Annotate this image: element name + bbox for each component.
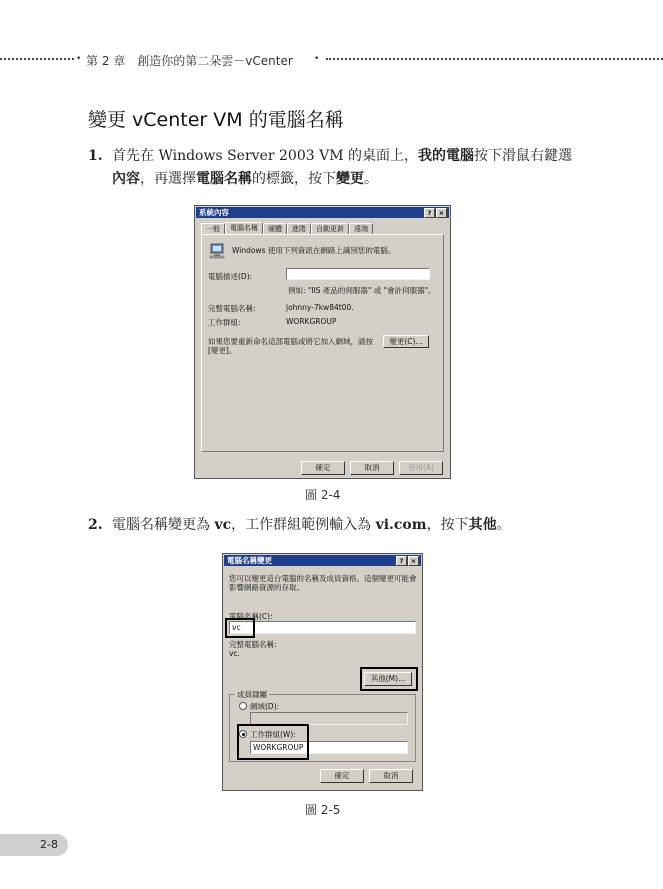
tab-computer-name[interactable]: 電腦名稱 [225, 222, 263, 235]
close-button[interactable]: × [436, 208, 447, 218]
full-name-label: 完整電腦名稱: [208, 304, 256, 313]
example-text: 例如: "IIS 產品的伺服器" 或 "會計伺服器"。 [288, 286, 436, 295]
help-button[interactable]: ? [396, 556, 407, 566]
tab-general[interactable]: 一般 [201, 223, 225, 235]
dialog-title: 電腦名稱變更 [227, 556, 272, 565]
member-group-label: 成員隸屬 [237, 690, 267, 699]
computer-name-label: 電腦名稱(C): [229, 612, 273, 621]
section-title: 變更 vCenter VM 的電腦名稱 [88, 109, 344, 131]
info-text: Windows 使用下列資訊在網路上識別您的電腦。 [232, 246, 396, 255]
header-bullet-right: • [314, 54, 320, 64]
page-number: 2-8 [40, 838, 58, 851]
step-text-line-2: 內容，再選擇電腦名稱的標籤，按下變更。 [112, 171, 378, 187]
step-number: 2. [88, 517, 103, 533]
computer-icon [209, 243, 227, 259]
step-number: 1. [88, 148, 103, 164]
header-dots-left [0, 58, 74, 60]
header-bullet-left: • [76, 54, 82, 64]
computer-name-value: vc [232, 623, 241, 632]
help-button[interactable]: ? [424, 208, 435, 218]
figure-caption-2-5: 圖 2-5 [305, 803, 341, 817]
dialog-title: 系統內容 [199, 208, 229, 217]
step-text: 電腦名稱變更為 vc，工作群組範例輸入為 vi.com，按下其他。 [112, 517, 511, 533]
change-button[interactable]: 變更(C)... [383, 335, 429, 348]
tab-remote[interactable]: 遠端 [349, 223, 373, 235]
tab-auto-update[interactable]: 自動更新 [311, 223, 349, 235]
domain-label: 網域(D): [250, 702, 280, 711]
dialog-titlebar [224, 555, 421, 566]
header-dots-right [326, 58, 663, 60]
rename-text-line-2: [變更]。 [208, 346, 237, 355]
description-input[interactable] [286, 268, 430, 280]
system-properties-dialog [194, 205, 451, 479]
full-name-value: vc. [229, 649, 240, 658]
full-name-value: johnny-7kw84t00. [286, 303, 354, 312]
more-button[interactable]: 其他(M)... [364, 672, 412, 686]
computer-name-input[interactable] [229, 621, 416, 634]
domain-radio[interactable] [239, 702, 247, 710]
dialog-titlebar [196, 207, 449, 218]
cancel-button[interactable]: 取消 [369, 769, 413, 783]
ok-button[interactable]: 確定 [301, 461, 345, 475]
chapter-title: 第 2 章 創造你的第二朵雲－vCenter [86, 54, 293, 68]
intro-text-line-2: 影響網路資源的存取。 [229, 583, 304, 592]
figure-caption-2-4: 圖 2-4 [305, 488, 341, 502]
workgroup-value: WORKGROUP [286, 317, 337, 326]
tab-strip [201, 222, 373, 234]
workgroup-label: 工作群組: [208, 318, 241, 327]
full-name-label: 完整電腦名稱: [229, 640, 277, 649]
apply-button[interactable]: 套用(A) [399, 461, 443, 475]
tab-advanced[interactable]: 進階 [287, 223, 311, 235]
rename-text-line-1: 如果您要重新命名這部電腦或將它加入網域，請按 [208, 337, 373, 346]
description-label: 電腦描述(D): [208, 272, 253, 281]
intro-text-line-1: 您可以變更這台電腦的名稱及成員資格。這個變更可能會 [229, 574, 417, 583]
cancel-button[interactable]: 取消 [350, 461, 394, 475]
computer-name-changes-dialog [222, 553, 423, 791]
workgroup-label: 工作群組(W): [250, 730, 296, 739]
workgroup-value: WORKGROUP [253, 743, 304, 752]
highlight-computer-name [225, 618, 255, 638]
highlight-more-button [360, 667, 418, 691]
highlight-workgroup [237, 724, 309, 760]
close-button[interactable]: × [408, 556, 419, 566]
ok-button[interactable]: 確定 [320, 769, 364, 783]
step-text-line-1: 首先在 Windows Server 2003 VM 的桌面上，我的電腦按下滑鼠右鍵選 [112, 148, 572, 164]
tab-panel [201, 234, 444, 452]
tab-hardware[interactable]: 硬體 [263, 223, 287, 235]
running-header [0, 52, 663, 66]
